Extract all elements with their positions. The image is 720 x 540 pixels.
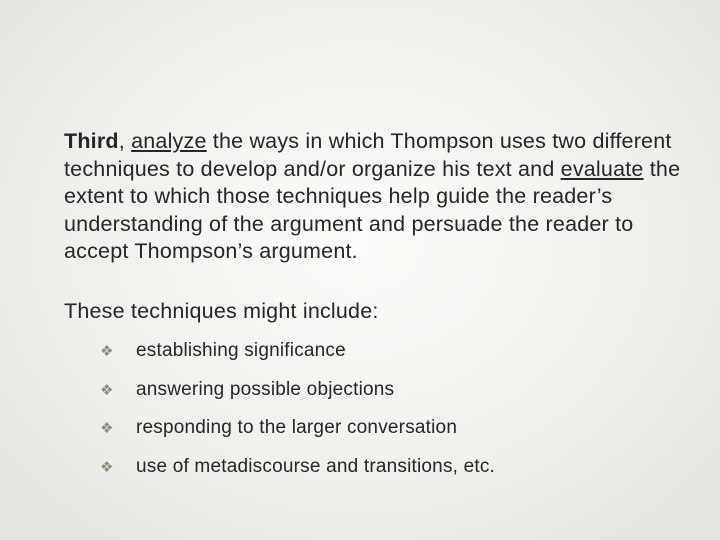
diamond-bullet-icon: ❖ — [100, 342, 114, 360]
list-item-text: responding to the larger conversation — [136, 417, 458, 438]
list-item — [100, 377, 495, 416]
techniques-list — [100, 338, 495, 492]
lead-comma: , — [118, 129, 132, 153]
verb-analyze: analyze — [131, 129, 207, 153]
lead-word: Third — [64, 129, 119, 153]
verb-evaluate: evaluate — [560, 156, 644, 181]
diamond-bullet-icon: ❖ — [100, 419, 114, 437]
techniques-intro: These techniques might include: — [64, 299, 379, 323]
diamond-bullet-icon: ❖ — [100, 380, 114, 399]
paragraph-text-1: the ways in which Thompson uses two different techniques to develop and/or organize his text and — [64, 129, 672, 181]
list-item — [100, 338, 495, 377]
list-item — [100, 415, 495, 454]
diamond-bullet-icon: ❖ — [100, 457, 114, 476]
list-item-text: use of metadiscourse and transitions, etc. — [136, 455, 496, 477]
list-item — [100, 454, 495, 493]
paragraph-text-2: the extent to which those techniques help guide the reader’s understanding of the argument and persuade the reader to accept Thompson’s argument. — [64, 156, 681, 263]
instruction-paragraph — [64, 128, 684, 266]
list-item-text: answering possible objections — [136, 378, 395, 400]
list-item-text: establishing significance — [136, 340, 346, 361]
